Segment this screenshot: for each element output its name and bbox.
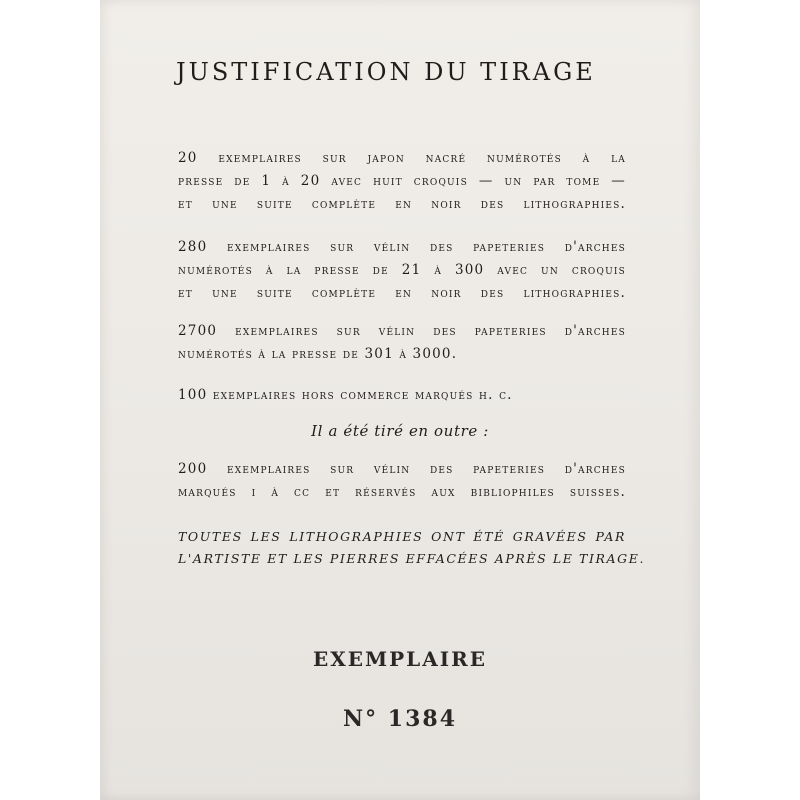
intro-italic: Il a été tiré en outre : — [311, 422, 489, 440]
paragraph-velin-2700 — [178, 320, 626, 366]
copy-number: N° 1384 — [343, 706, 457, 732]
paragraph-line: marqués i à cc et réservés aux bibliophiles suisses. — [178, 484, 626, 500]
colophon-page — [100, 0, 700, 800]
note-line: TOUTES LES LITHOGRAPHIES ONT ÉTÉ GRAVÉES PAR — [178, 529, 626, 544]
paragraph-line: 2700 exemplaires sur vélin des papeteries d'arches — [178, 323, 626, 339]
paragraph-bibliophiles-suisses — [178, 458, 626, 504]
paragraph-line: numérotés à la presse de 301 à 3000. — [178, 346, 458, 362]
paragraph-line: presse de 1 à 20 avec huit croquis — un par tome — — [178, 173, 626, 189]
paragraph-line: et une suite complète en noir des lithographies. — [178, 285, 626, 301]
paragraph-line: 100 exemplaires hors commerce marqués h. c. — [178, 387, 513, 403]
paragraph-line: 280 exemplaires sur vélin des papeteries d'arches — [178, 239, 626, 255]
paragraph-line: et une suite complète en noir des lithographies. — [178, 196, 626, 212]
lithography-note — [178, 526, 646, 570]
paragraph-japon-nacre — [178, 147, 626, 216]
note-line: L'ARTISTE ET LES PIERRES EFFACÉES APRÈS LE TIRAGE. — [178, 551, 646, 566]
paragraph-line: numérotés à la presse de 21 à 300 avec un croquis — [178, 262, 626, 278]
page-title: JUSTIFICATION DU TIRAGE — [176, 58, 596, 86]
paragraph-line: 20 exemplaires sur japon nacré numérotés à la — [178, 150, 626, 166]
copy-label: EXEMPLAIRE — [313, 647, 487, 671]
paragraph-line: 200 exemplaires sur vélin des papeteries d'arches — [178, 461, 626, 477]
paragraph-hors-commerce — [178, 384, 626, 407]
paragraph-velin-280 — [178, 236, 626, 305]
